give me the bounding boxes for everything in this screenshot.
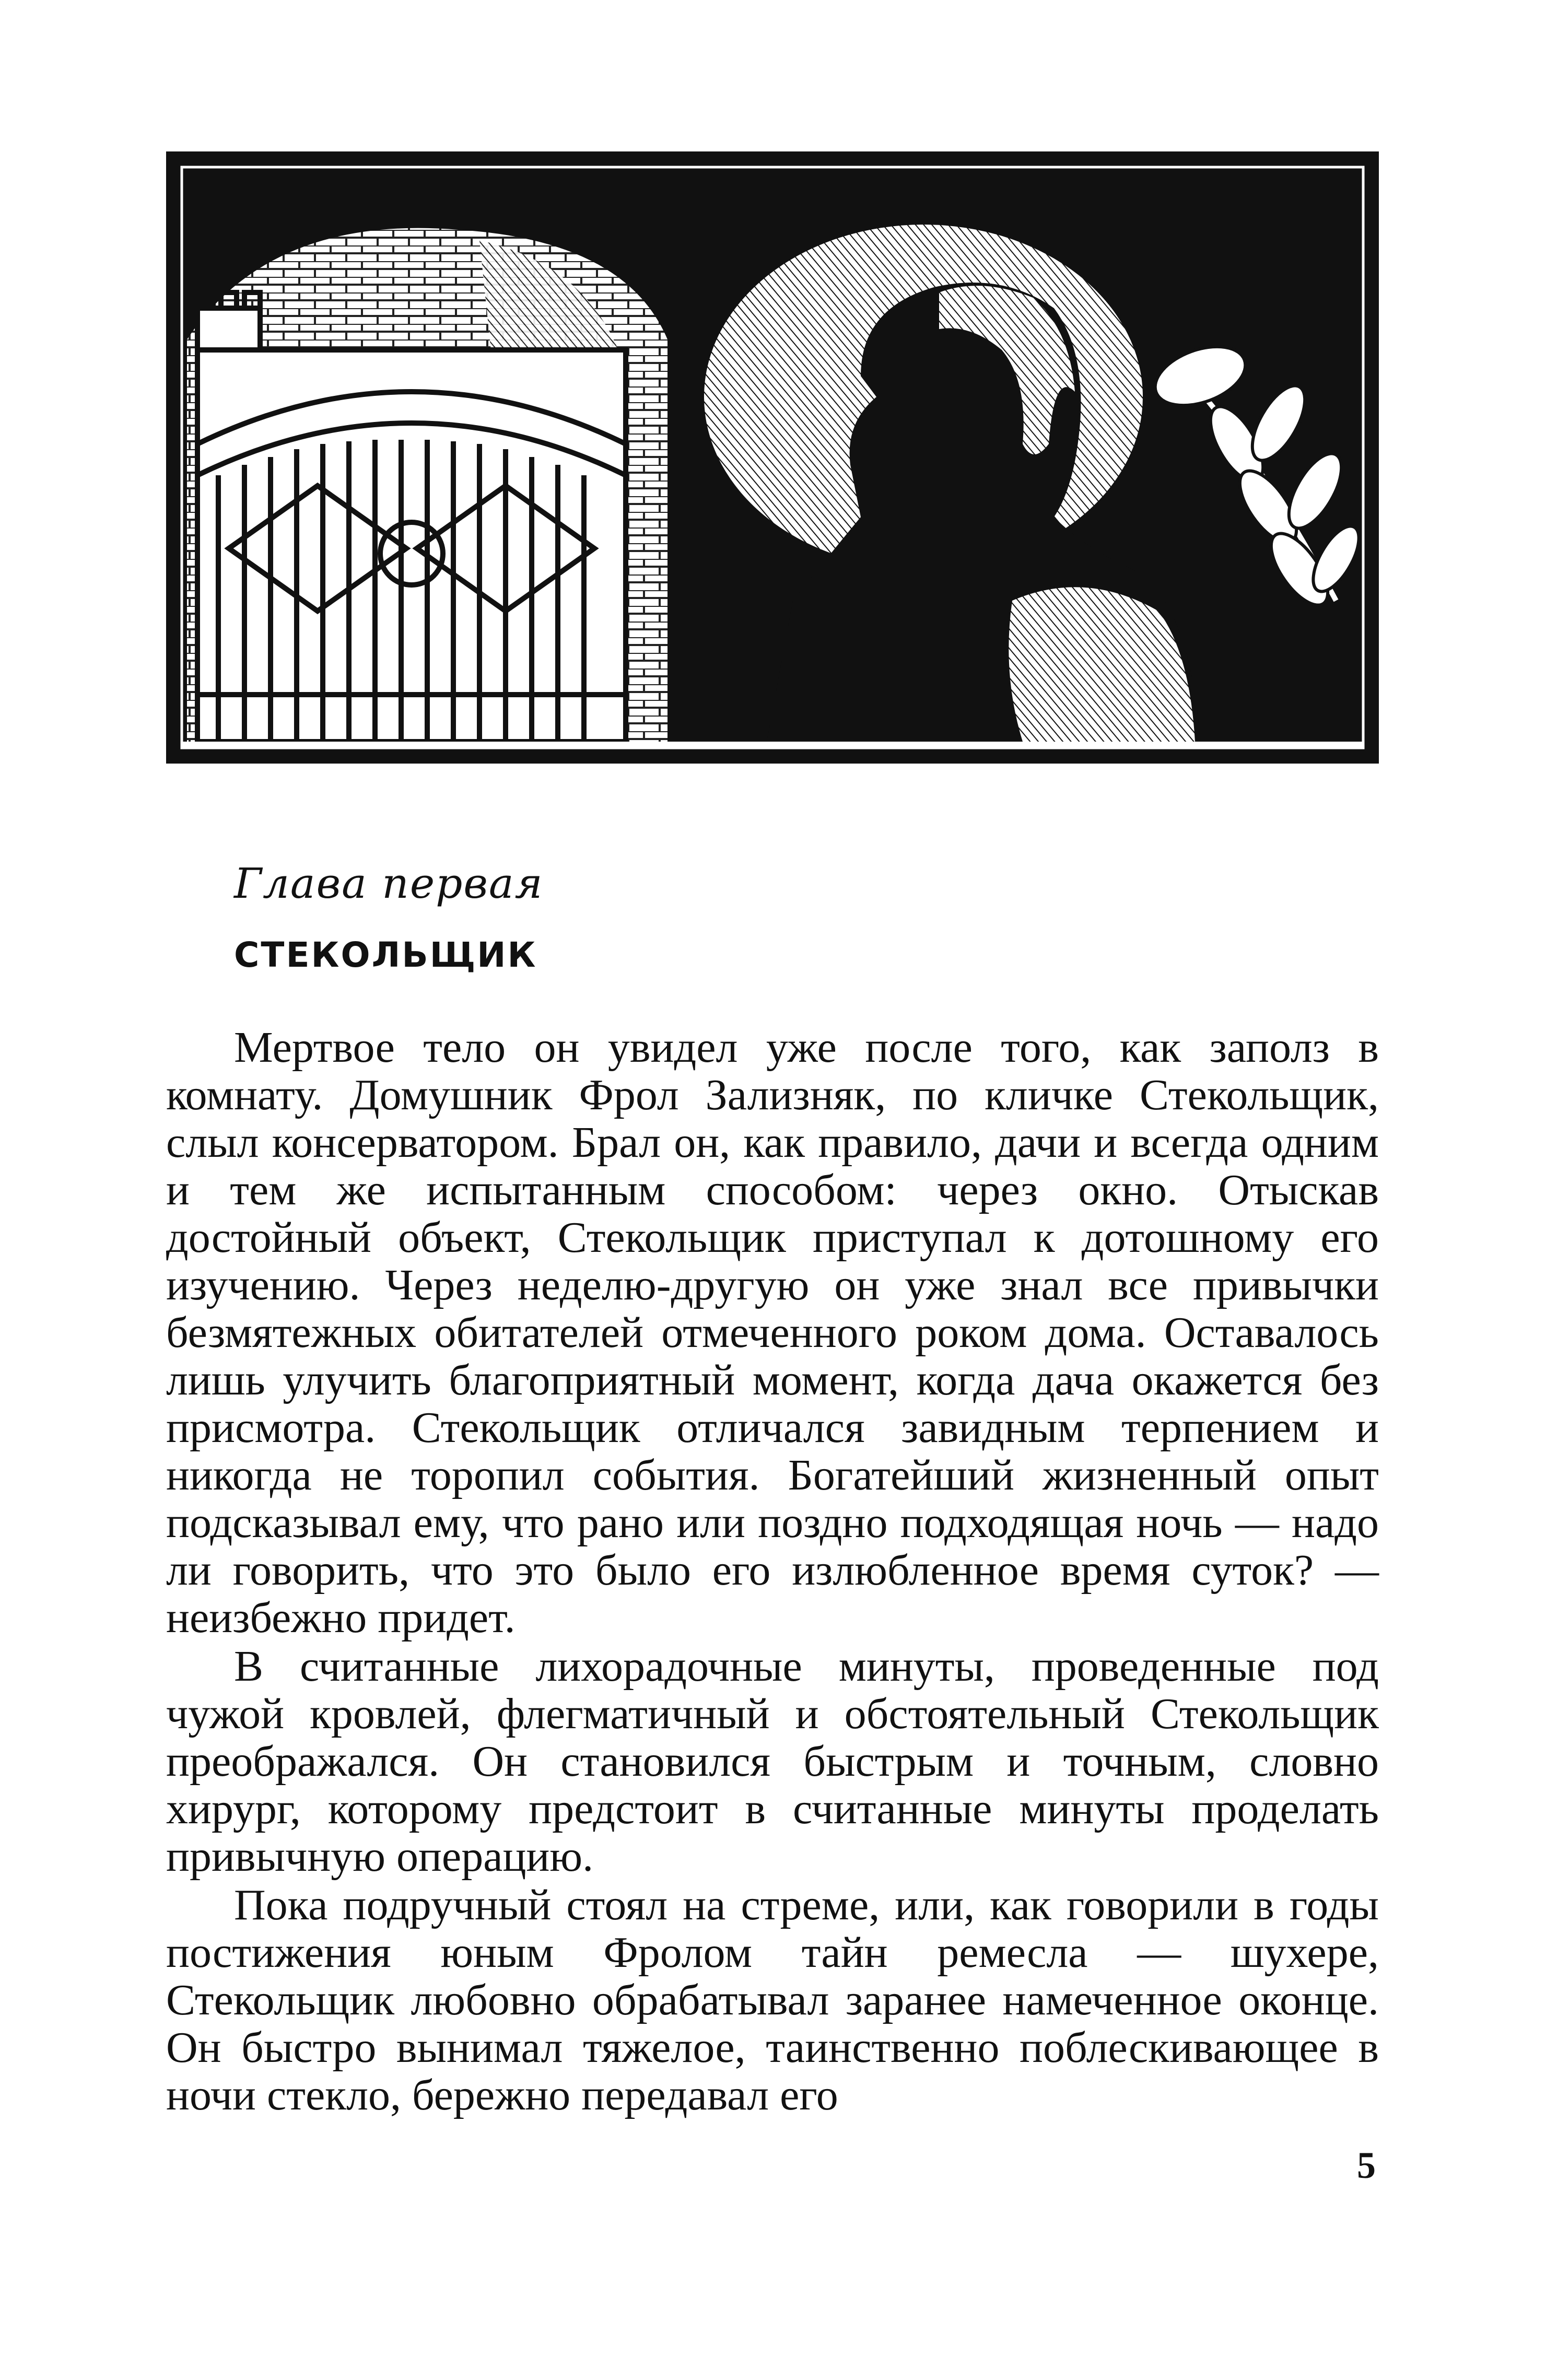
chapter-title: СТЕКОЛЬЩИК xyxy=(234,935,537,975)
paragraph: Пока подручный стоял на стреме, или, как говорили в годы постижения юным Фролом тайн ремесла — шухере, Стекольщик любовно обрабатывал заранее намеченное оконце. Он быстро вынимал тяжелое, таинственно поблескивающее в ночи стекло, бережно передавал его xyxy=(166,1881,1379,2119)
paragraph: Мертвое тело он увидел уже после того, как заполз в комнату. Домушник Фрол Зализняк, по кличке Стекольщик, слыл консерватором. Брал он, как правило, дачи и всегда одним и тем же испытанным способом: через окно. Отыскав достойный объект, Стекольщик приступал к дотошному его изучению. Через неделю-другую он уже знал все привычки безмятежных обитателей отмеченного роком дома. Оставалось лишь улучить благоприятный момент, когда дача окажется без присмотра. Стекольщик отличался завидным терпением и никогда не торопил события. Богатейший жизненный опыт подсказывал ему, что рано или поздно подходящая ночь — надо ли говорить, что это было его излюбленное время суток? — неизбежно придет. xyxy=(166,1023,1379,1642)
chapter-label: Глава первая xyxy=(234,859,544,908)
iron-gate-icon xyxy=(197,292,626,742)
body-text xyxy=(166,1024,1379,2119)
chapter-illustration xyxy=(166,151,1379,764)
page-number: 5 xyxy=(1357,2144,1376,2186)
paragraph: В считанные лихорадочные минуты, проведенные под чужой кровлей, флегматичный и обстоятельный Стекольщик преображался. Он становился быстрым и точным, словно хирург, которому предстоит в считанные минуты проделать привычную операцию. xyxy=(166,1642,1379,1881)
